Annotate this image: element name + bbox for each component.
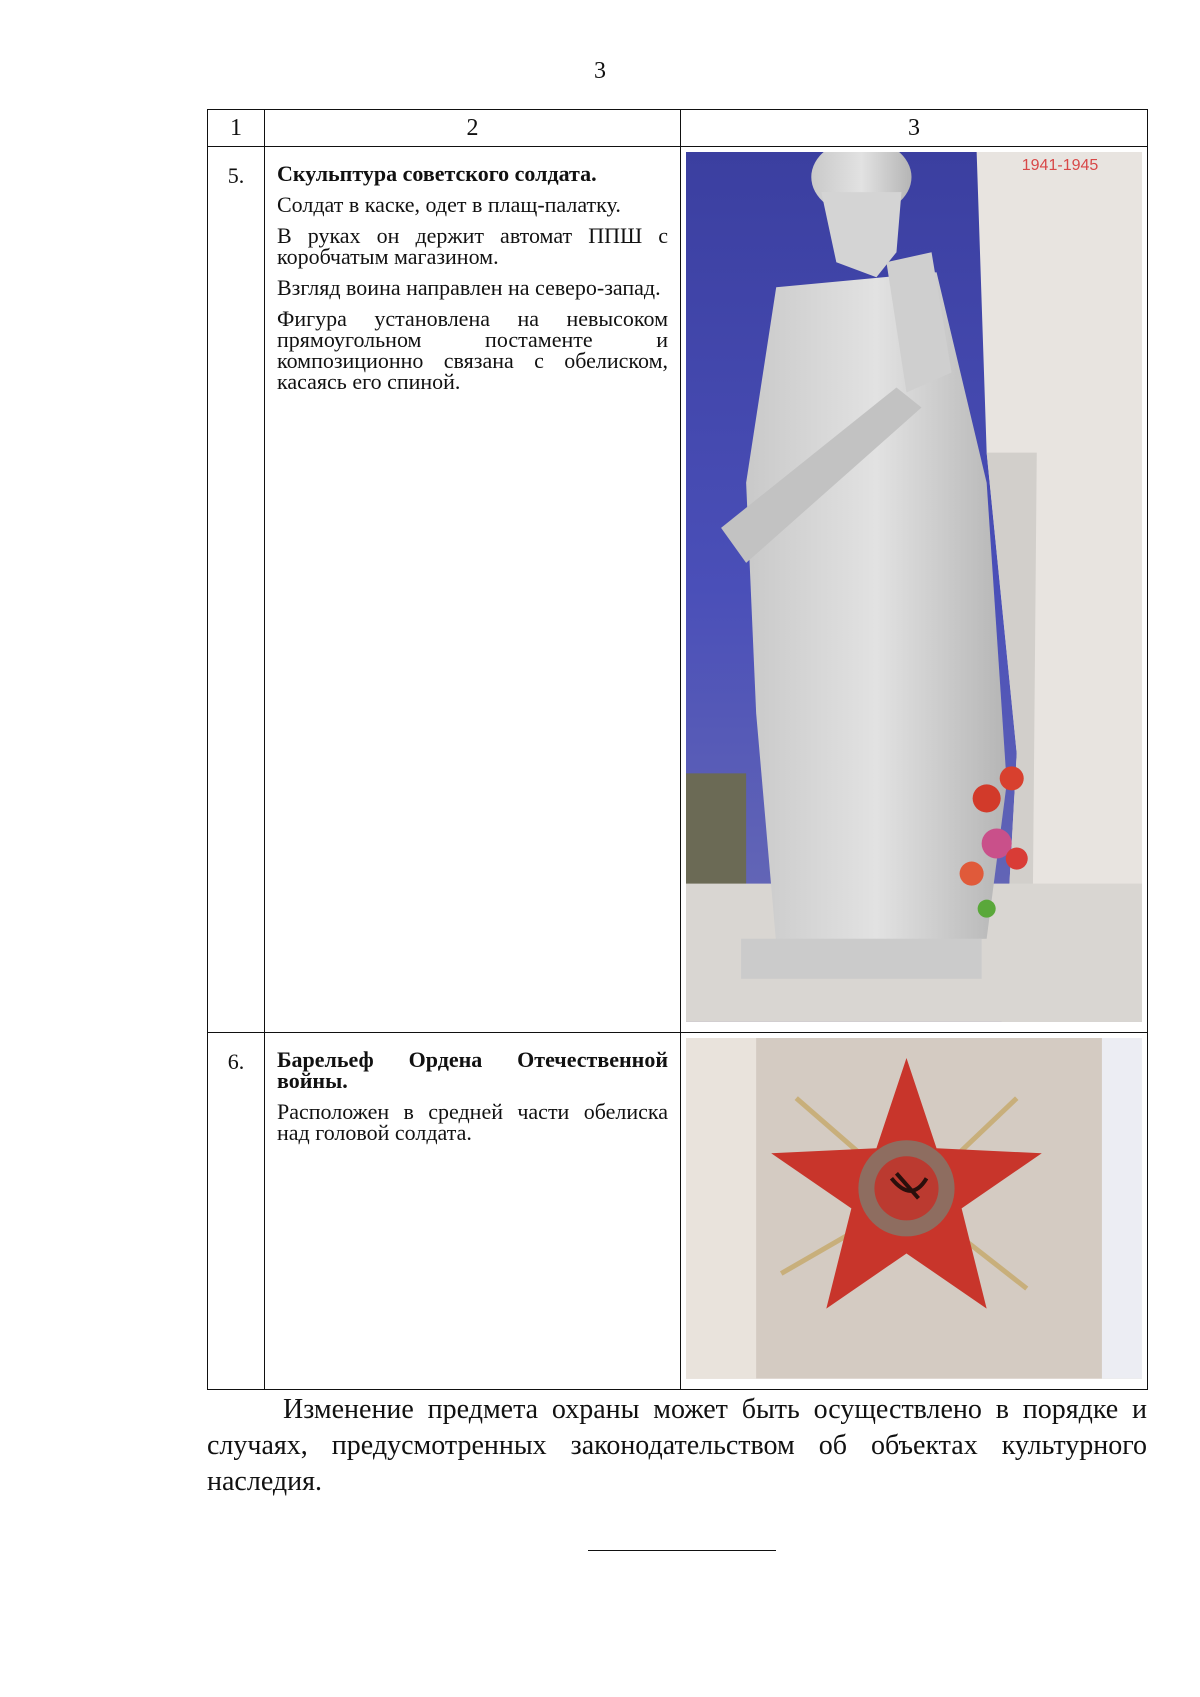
header-col-2: 2: [265, 110, 681, 147]
heritage-table: [207, 109, 1148, 1390]
obelisk-date-inscription: 1941-1945: [1021, 156, 1099, 175]
table-row: [208, 1032, 1148, 1389]
description-paragraph: В руках он держит автомат ППШ с коробчатым магазином.: [277, 223, 668, 269]
end-divider-line: [588, 1550, 776, 1551]
footer-paragraph: Изменение предмета охраны может быть осуществлено в порядке и случаях, предусмотренных законодательством об объектах культурного наследия.: [207, 1394, 1147, 1497]
row-description: [265, 1032, 681, 1389]
order-bas-relief-photo: [686, 1038, 1142, 1384]
item-title: Барельеф Ордена Отечественной войны.: [277, 1046, 668, 1093]
page-number: 3: [594, 58, 606, 84]
description-paragraph: Взгляд воина направлен на северо-запад.: [277, 275, 661, 300]
table-row: [208, 147, 1148, 1033]
row-number: 5.: [208, 147, 265, 1033]
row-number: 6.: [208, 1032, 265, 1389]
description-paragraph: Фигура установлена на невысоком прямоугольном постаменте и композиционно связана с обелиском, касаясь его спиной.: [277, 306, 668, 394]
photo-cell: [681, 147, 1148, 1033]
header-col-3: 3: [681, 110, 1148, 147]
photo-cell: [681, 1032, 1148, 1389]
table-header-row: [208, 110, 1148, 147]
item-title: Скульптура советского солдата.: [277, 161, 597, 186]
description-paragraph: Расположен в средней части обелиска над головой солдата.: [277, 1098, 668, 1145]
row-description: [265, 147, 681, 1033]
soldier-sculpture-photo: [686, 152, 1142, 1027]
description-paragraph: Солдат в каске, одет в плащ-палатку.: [277, 192, 621, 217]
header-col-1: 1: [208, 110, 265, 147]
